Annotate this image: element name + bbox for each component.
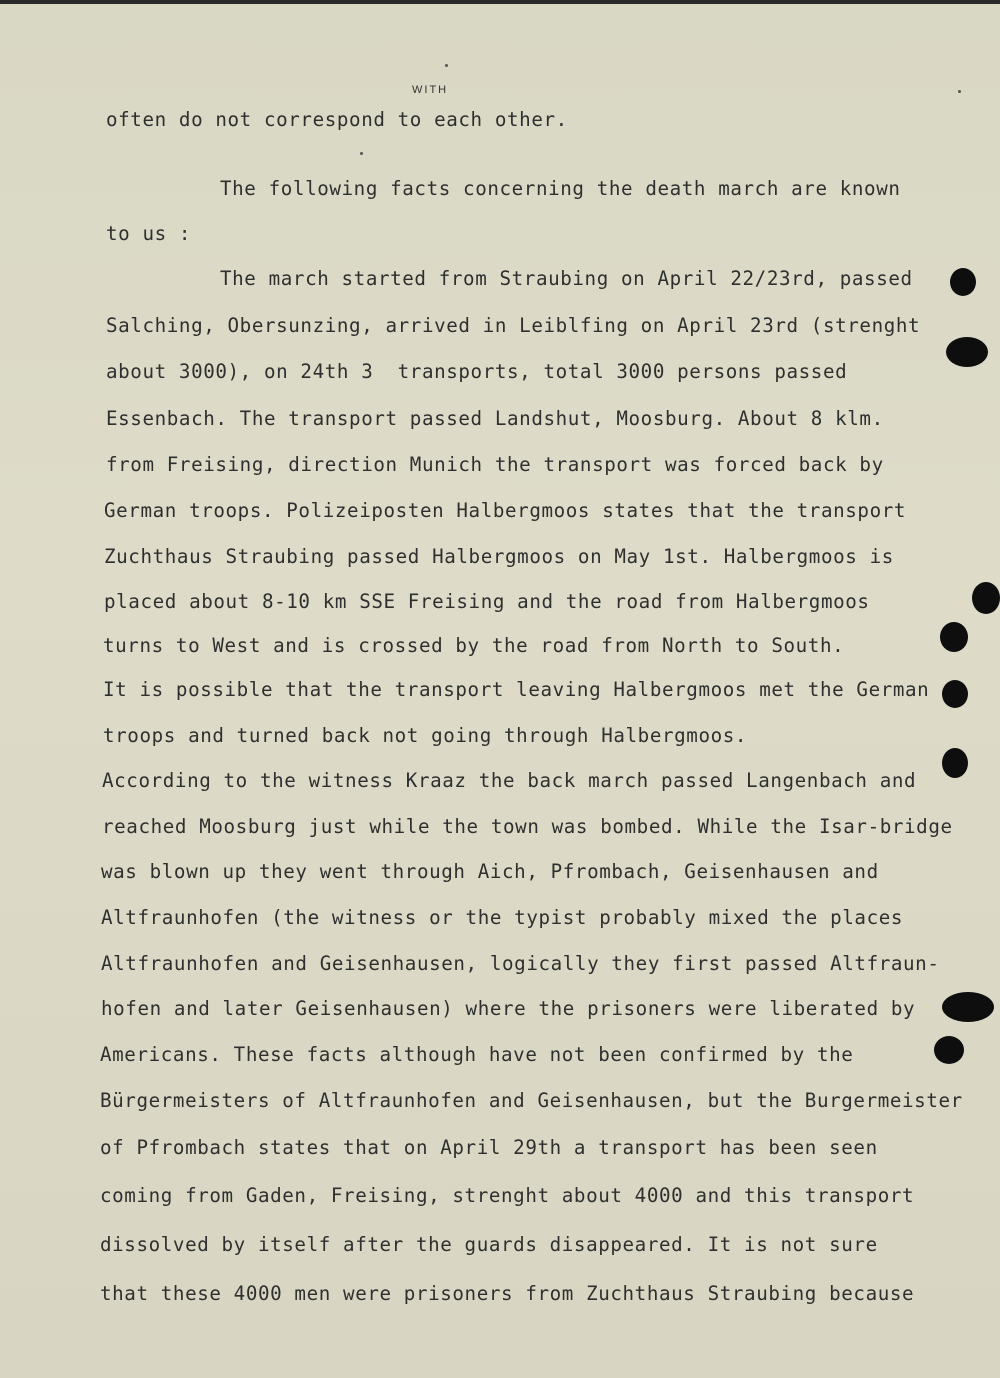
text-line: Salching, Obersunzing, arrived in Leiblfing on April 23rd (strenght: [106, 314, 921, 337]
paper-speck: [445, 64, 448, 67]
text-line: of Pfrombach states that on April 29th a transport has been seen: [100, 1136, 878, 1159]
text-line: Americans. These facts although have not been confirmed by the: [100, 1043, 854, 1066]
punch-hole: [946, 337, 988, 367]
punch-hole: [934, 1036, 964, 1064]
punch-hole: [942, 992, 994, 1022]
text-line: turns to West and is crossed by the road from North to South.: [103, 634, 845, 657]
paper-speck: [958, 90, 961, 93]
punch-hole: [972, 582, 1000, 614]
text-line: that these 4000 men were prisoners from Zuchthaus Straubing because: [100, 1282, 915, 1305]
text-line: Bürgermeisters of Altfraunhofen and Geisenhausen, but the Burgermeister: [100, 1089, 963, 1112]
text-line: The march started from Straubing on April 22/23rd, passed: [220, 267, 913, 290]
text-line: Zuchthaus Straubing passed Halbergmoos on May 1st. Halbergmoos is: [104, 545, 894, 568]
text-line: hofen and later Geisenhausen) where the prisoners were liberated by: [101, 997, 916, 1020]
punch-hole: [942, 680, 968, 708]
text-line: The following facts concerning the death march are known: [220, 177, 901, 200]
text-line: Essenbach. The transport passed Landshut, Moosburg. About 8 klm.: [106, 407, 884, 430]
text-line: from Freising, direction Munich the transport was forced back by: [106, 453, 884, 476]
paper-speck: [360, 152, 363, 155]
text-line: troops and turned back not going through Halbergmoos.: [103, 724, 748, 747]
handwritten-annotation: WITH: [412, 84, 449, 96]
text-line: was blown up they went through Aich, Pfrombach, Geisenhausen and: [101, 860, 879, 883]
text-line: coming from Gaden, Freising, strenght about 4000 and this transport: [100, 1184, 915, 1207]
punch-hole: [950, 268, 976, 296]
text-line: German troops. Polizeiposten Halbergmoos states that the transport: [104, 499, 907, 522]
text-line: Altfraunhofen (the witness or the typist probably mixed the places: [101, 906, 904, 929]
punch-hole: [942, 748, 968, 778]
text-line: According to the witness Kraaz the back march passed Langenbach and: [102, 769, 917, 792]
text-line: dissolved by itself after the guards disappeared. It is not sure: [100, 1233, 878, 1256]
text-line: reached Moosburg just while the town was bombed. While the Isar-bridge: [102, 815, 953, 838]
text-line: to us :: [106, 222, 192, 245]
text-line: Altfraunhofen and Geisenhausen, logically they first passed Altfraun-: [101, 952, 940, 975]
text-line: about 3000), on 24th 3 transports, total 3000 persons passed: [106, 360, 848, 383]
text-line: often do not correspond to each other.: [106, 108, 568, 131]
text-line: placed about 8-10 km SSE Freising and the road from Halbergmoos: [104, 590, 870, 613]
text-line: It is possible that the transport leaving Halbergmoos met the German: [103, 678, 930, 701]
punch-hole: [940, 622, 968, 652]
